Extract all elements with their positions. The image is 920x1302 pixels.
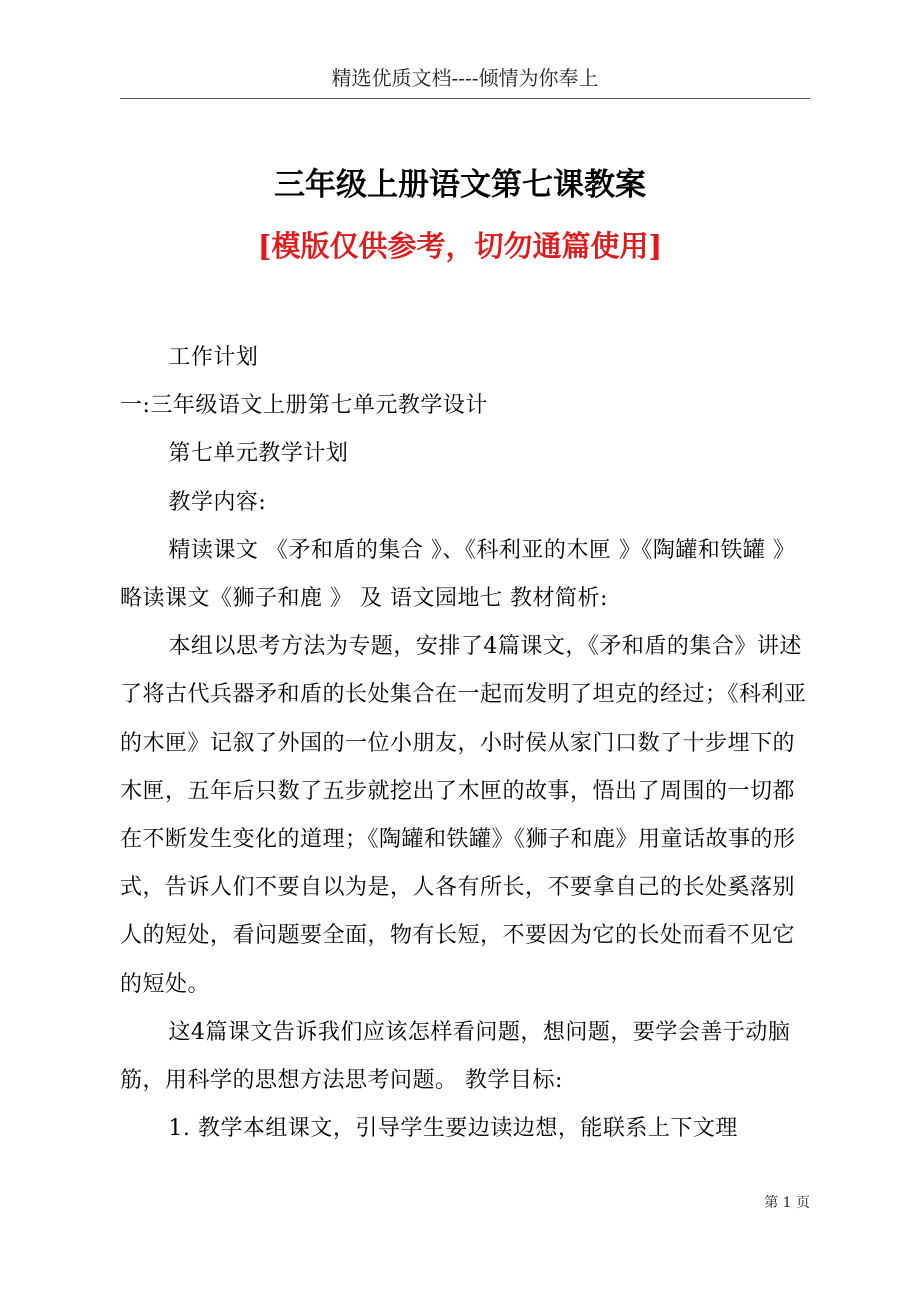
paragraph-unit-design: 一:三年级语文上册第七单元教学设计 <box>120 393 488 419</box>
document-title: 三年级上册语文第七课教案 <box>274 167 646 203</box>
page-header: 精选优质文档----倾情为你奉上 <box>331 66 599 90</box>
document-body <box>120 334 810 1153</box>
header-divider <box>120 98 810 99</box>
paragraph-summary: 这4篇课文告诉我们应该怎样看问题，想问题，要学会善于动脑筋，用科学的思想方法思考问题。 教学目标: <box>120 1019 791 1094</box>
page-number: 第 1 页 <box>764 1195 810 1211</box>
paragraph-unit-plan: 第七单元教学计划 <box>168 441 349 467</box>
paragraph-work-plan: 工作计划 <box>168 345 259 370</box>
paragraph-material-analysis: 本组以思考方法为专题，安排了4篇课文，《矛和盾的集合》讲述了将古代兵器矛和盾的长处集合在一起而发明了坦克的经过；《科利亚的木匣》记叙了外国的一位小朋友，小时侯从家门口数了十步埋下的木匣，五年后只数了五步就挖出了木匣的故事，悟出了周围的一切都在不断发生变化的道理；《陶罐和铁罐》《狮子和鹿》用童话故事的形式，告诉人们不要自以为是，人各有所长，不要拿自己的长处奚落别人的短处，看问题要全面，物有长短，不要因为它的长处而看不见它的短处。 <box>120 634 807 997</box>
paragraph-teaching-content: 教学内容: <box>168 489 267 515</box>
document-subtitle: [模版仅供参考，切勿通篇使用] <box>257 229 663 263</box>
paragraph-objective-1: 1. 教学本组课文，引导学生要边读边想，能联系上下文理 <box>168 1116 738 1142</box>
paragraph-lesson-list: 精读课文 《矛和盾的集合 》、《科利亚的木匣 》《陶罐和铁罐 》略读课文《狮子和鹿 》 及 语文园地七 教材简析: <box>120 537 796 612</box>
